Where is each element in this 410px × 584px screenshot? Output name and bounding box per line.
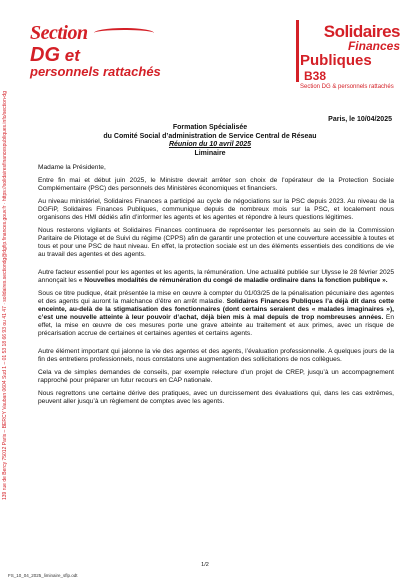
paragraph-5-end: En effet, la mise en œuvre de ces mesures porte une grave atteinte au traitement et aux primes, avec un risque de précarisation accrue de certaines et certaines agentes et certains agents. [38,314,394,337]
paragraph-7: Cela va de simples demandes de conseils, par exemple relecture d’un projet de CREP, jusqu’à un accompagnement rapproché pour préparer un futur recours en CAP nationale. [38,369,394,384]
logo-et-text: et [64,46,80,65]
salutation: Madame la Présidente, [38,164,106,171]
logo-personnels-text: personnels rattachés [30,64,161,79]
logo-bar [296,20,299,82]
section-dg-logo [24,22,174,84]
logo-dg-text: DG [30,44,60,66]
title-line-1: Formation Spécialisée [172,124,248,131]
document-body [38,164,394,411]
logo-solidaires-text: Solidaires [323,22,400,41]
sidebar-contact-text: 139 rue de Bercy 75012 Paris – BERCY Vauban 0604 Sud 1 – 01 53 18 66 93 ou 41 47 · solidaires.sectiondg@dgfip.finances.gouv.fr · https://solidairesfinancespubliques.info/section-dg [2,91,8,500]
paragraph-3: Nous resterons vigilants et Solidaires Finances continuera de représenter les personnels au sein de la Commission Paritaire de Pilotage et de Suivi du régime (CPPS) afin de garantir une protection et une couverture accessible à toutes et tous et pour une PSC de haut niveau. En effet, la protection sociale est un des éléments essentiels des conditions de vie au travail des agentes et des agents. [38,227,394,258]
logo-finances-text: Finances [347,39,400,53]
paragraph-6: Autre élément important qui jalonne la vie des agentes et des agents, l’évaluation professionnelle. A quelques jours de la fin des entretiens professionnels, nous constatons une augmentation des sollicitations de nos collègues. [38,348,394,363]
logo-section-text: Section [30,22,88,44]
logo-swoosh [94,28,154,38]
page-number: 1/2 [201,562,209,568]
logo-section-caption: Section DG & personnels rattachés [300,84,394,90]
paragraph-4-bold: « Nouvelles modalités de rémunération du congé de maladie ordinaire dans la fonction publique ». [78,277,388,284]
logo-b38-text: B38 [304,69,327,83]
solidaires-logo [300,20,400,112]
paragraph-4 [38,269,394,285]
document-date: Paris, le 10/04/2025 [328,116,392,123]
paragraph-2: Au niveau ministériel, Solidaires Finances a participé au cycle de négociations sur la PSC depuis 2023. Au niveau de la DGFiP, Solidaires Finances Publiques, communique depuis de nombreux mois sur la PSC, et localement nous organisons des HMI dédiés afin d’informer les agents et les agentes et répondre à leurs questions légitimes. [38,198,394,221]
paragraph-8: Nous regrettons une certaine dérive des pratiques, avec un durcissement des évaluations qui, dans les cas extrêmes, peuvent aller jusqu’à un règlement de comptes avec les agents. [38,390,394,405]
paragraph-5-text: Sous ce titre pudique, était présentée la mise en œuvre à compter du 01/03/25 de la pénalisation pécuniaire des agentes et des agents qui auront la malchance d’être en arrêt maladie. [38,290,394,305]
file-name: FS_10_04_2025_liminaire_sflp.odt [8,573,78,578]
meeting-date: Réunion du 10 avril 2025 [168,141,252,148]
document-title [40,124,380,158]
contact-sidebar [2,91,16,500]
paragraph-5 [38,290,394,338]
paragraph-1: Entre fin mai et début juin 2025, le Ministre devrait arrêter son choix de l’opérateur de la Protection Sociale Complémentaire (PSC) des personnels des Ministères économiques et financiers. [38,177,394,192]
title-line-2: du Comité Social d’administration de Service Central de Réseau [103,132,317,140]
paragraph-5-bold: Solidaires Finances Publiques l’a déjà dit dans cette enceinte, au-delà de la stigmatisation des fonctionnaires (dont certains seraient des « malades imaginaires »), c’est une nouvelle atteinte à leur pouvoir d’achat, déjà bien mis à mal depuis de trop nombreuses années. [38,298,395,321]
logo-publiques-text: Publiques [300,52,372,69]
title-line-4: Liminaire [194,149,226,157]
paragraph-4-text: Autre facteur essentiel pour les agentes et les agents, la rémunération. Une actualité publiée sur Ulysse le 28 février 2025 annonçait les [38,269,394,284]
